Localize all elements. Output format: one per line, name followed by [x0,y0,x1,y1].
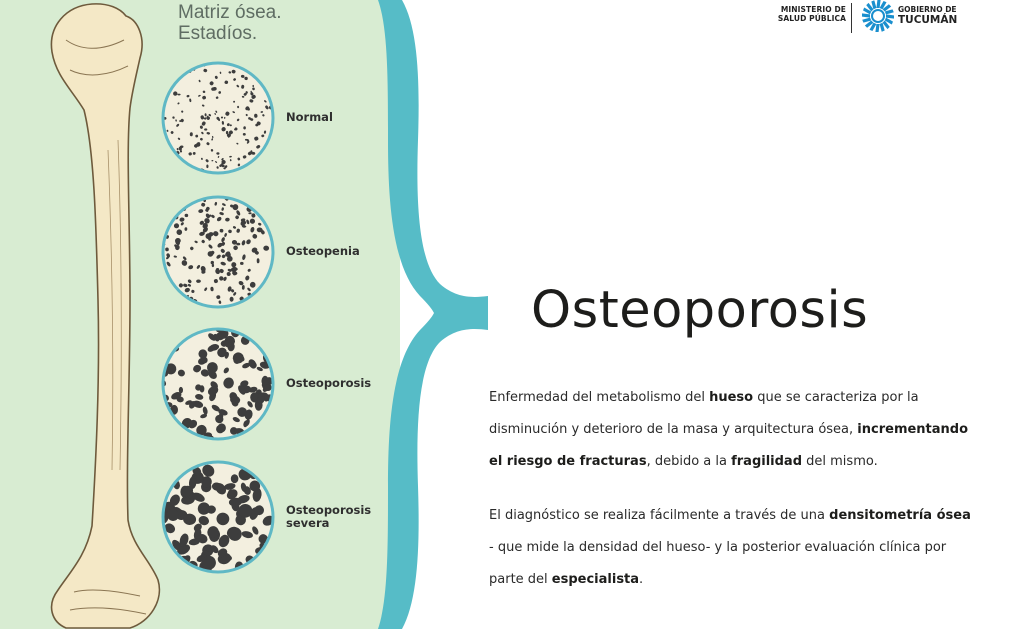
stage-label-severa-line2: severa [286,516,330,530]
p1-line3: el riesgo de fracturas, debido a la fragilidad del mismo. [489,454,878,469]
logo-gobierno [898,5,957,27]
logo-gobierno-line2: TUCUMÁN [898,14,958,26]
p2-line2: - que mide la densidad del hueso- y la posterior evaluación clínica por [489,540,947,555]
page-title: Osteoporosis [531,281,869,340]
logo-ministerio-line2: SALUD PÚBLICA [777,14,846,23]
logo-gobierno-line1: GOBIERNO DE [898,5,957,14]
stage-label-normal: Normal [286,110,333,124]
sun-ray [875,24,879,32]
matrix-spot [231,474,239,483]
description-paragraph [489,382,1009,478]
matrix-spot [204,128,207,130]
matrix-spot [227,134,231,138]
panel-title-line1: Matriz ósea. [178,2,282,23]
stage-circle-normal [163,63,274,174]
stage-label-osteoporosis-severa [286,504,371,530]
sun-ray [876,0,880,8]
stage-label-osteoporosis: Osteoporosis [286,376,372,390]
matrix-spot [200,385,205,392]
logo-ministerio-line1: MINISTERIO DE [780,5,846,14]
matrix-spot [206,233,212,239]
panel-title-line2: Estadíos. [178,23,258,44]
p2-line3: parte del especialista. [489,572,644,587]
logo-ministerio [762,5,846,23]
matrix-spot [177,94,180,96]
sun-ray [886,14,894,18]
panel-title [178,2,281,44]
sun-rays-icon [862,0,894,32]
diagnosis-paragraph [489,500,1009,596]
logo-divider [851,3,852,33]
p1-line2: disminución y deterioro de la masa y arquitectura ósea, incrementando [489,422,969,437]
sun-ray [862,13,870,17]
stage-label-osteopenia: Osteopenia [286,244,360,258]
p2-line1: El diagnóstico se realiza fácilmente a través de una densitometría ósea [489,508,971,523]
stage-label-severa-line1: Osteoporosis [286,503,372,517]
p1-line1: Enfermedad del metabolismo del hueso que se caracteriza por la [489,390,919,405]
